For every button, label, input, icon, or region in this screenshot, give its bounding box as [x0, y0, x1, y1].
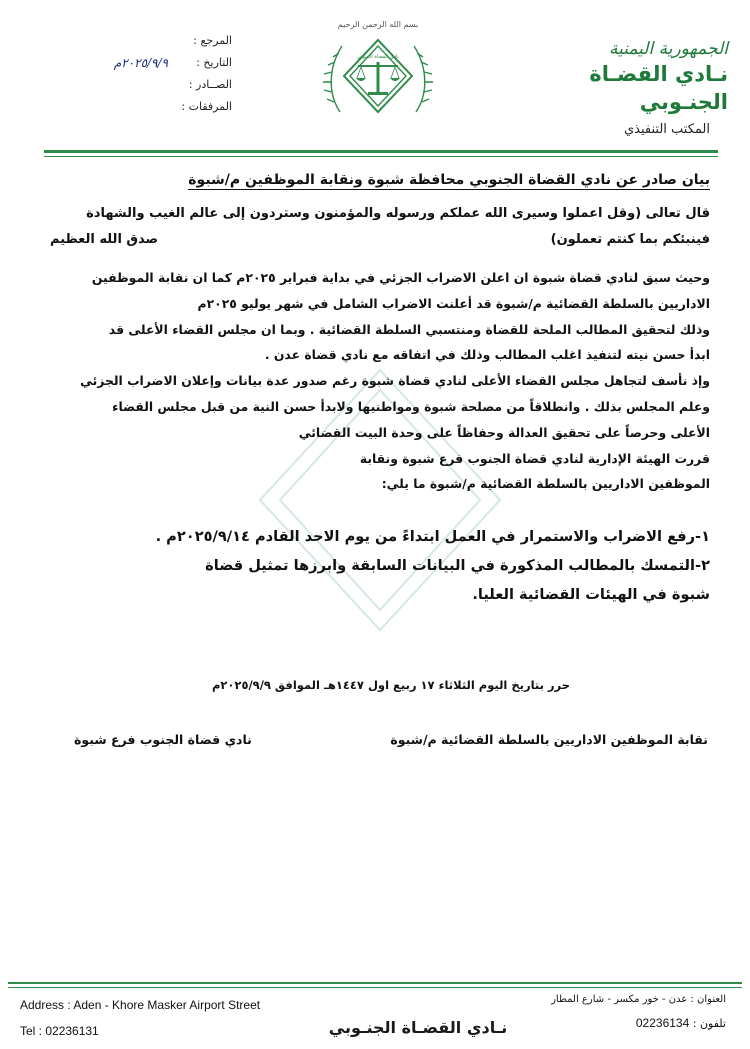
body-line: وعلم المجلس بذلك . وانطلاقاً من مصلحة شبوة ومواطنيها ولابدأ حسن النية من قبل مجلس القضاء	[112, 398, 710, 414]
body-line: الموظفين الاداريين بالسلطة القضائية م/شبوة ما يلي:	[381, 476, 710, 492]
club-name: نـادي القضـاة الجنـوبي	[589, 62, 728, 114]
letterhead-right	[538, 38, 728, 137]
reference-row	[62, 30, 232, 52]
footer-address-en: Address : Aden - Khore Masker Airport Street	[20, 998, 261, 1012]
body-line: وحيث سبق لنادي قضاة شبوة ان اعلن الاضراب الجزئي في بداية فبراير ٢٠٢٥م كما ان نقابة الموظفين	[91, 270, 710, 285]
header-divider-thin	[44, 156, 718, 157]
decision-item: ٢-التمسك بالمطالب المذكورة في البيانات السابقة وابرزها تمثيل قضاة	[205, 557, 710, 574]
body-line: الأعلى وحرصاً على تحقيق العدالة وحفاظاً على وحدة البيت القضائي	[298, 424, 710, 440]
republic-name: الجمهورية اليمنية	[608, 39, 728, 59]
issued-label: الصــادر :	[188, 78, 232, 91]
body-line: الاداريين بالسلطة القضائية م/شبوة قد أعلنت الاضراب الشامل في شهر يوليو ٢٠٢٥م	[197, 295, 710, 311]
body-line: ابدأ حسن نيته لتنفيذ اغلب المطالب وذلك في اتفاقه مع نادي قضاة عدن .	[264, 347, 710, 363]
footer-club-name: نـادي القضـاة الجنـوبي	[328, 1018, 508, 1037]
body-line: قررت الهيئة الإدارية لنادي قضاة الجنوب فرع شبوة ونقابة	[359, 450, 710, 466]
decision-item: ١-رفع الاضراب والاستمرار في العمل ابتداءً من يوم الاحد القادم ٢٠٢٥/٩/١٤م .	[155, 528, 710, 545]
footer-divider-thin	[8, 987, 742, 988]
footer-tel-number: 02236134	[635, 1016, 690, 1030]
statement-subject	[50, 172, 710, 188]
footer-address-ar: العنوان : عدن - خور مكسر - شارع المطار	[551, 994, 726, 1005]
body-line: وذلك لتحقيق المطالب الملحة للقضاة ومنتسبي السلطة القضائية . وبما ان مجلس القضاء الأعلى قد	[108, 321, 710, 337]
attachments-row	[62, 96, 232, 118]
verse-line: فينبئكم بما كنتم تعملون)	[550, 232, 710, 247]
header-divider	[44, 150, 718, 153]
subject-text: بيان صادر عن نادي القضاة الجنوبي محافظة شبوة ونقابة الموظفين م/شبوة	[188, 172, 710, 188]
date-row	[62, 52, 232, 74]
date-value: ٢٠٢٥/٩/٩م	[113, 56, 168, 70]
footer-tel-label: تلفون :	[692, 1017, 726, 1030]
signature-club: نادي قضاة الجنوب فرع شبوة	[74, 732, 252, 747]
attachments-label: المرفقات :	[181, 100, 232, 113]
date-label: التاريخ :	[196, 56, 232, 69]
verse-line: قال تعالى (وقل اعملوا وسيرى الله عملكم ورسوله والمؤمنون وستردون إلى عالم الغيب والشهادة	[86, 206, 710, 221]
reference-label: المرجع :	[193, 34, 232, 47]
signature-union: نقابة الموظفين الاداريين بالسلطة القضائية م/شبوة	[390, 732, 708, 747]
decision-item: شبوة في الهيئات القضائية العليا.	[472, 586, 710, 603]
reference-block	[62, 30, 232, 118]
statement-body	[50, 265, 710, 497]
quran-verse	[50, 201, 710, 253]
emblem-label: نادي القضاة الجنوبي	[357, 54, 399, 60]
footer-tel-ar	[636, 1016, 726, 1030]
office-name: المكتب التنفيذي	[623, 122, 710, 137]
issue-dateline: حرر بتاريخ اليوم الثلاثاء ١٧ ربيع اول ١٤٤٧هـ الموافق ٢٠٢٥/٩/٩م	[211, 678, 570, 692]
verse-closing: صدق الله العظيم	[50, 232, 159, 247]
decisions-list	[50, 522, 710, 609]
basmala: بسم الله الرحمن الرحيم	[337, 20, 419, 29]
footer-tel-en: Tel : 02236131	[20, 1024, 99, 1038]
footer-divider	[8, 982, 742, 984]
scales-of-justice-emblem	[320, 32, 436, 120]
issued-row	[62, 74, 232, 96]
body-line: وإذ نأسف لتجاهل مجلس القضاء الأعلى لنادي قضاة شبوة رغم صدور عدة بيانات وإعلان الاضراب الجزئي	[80, 373, 710, 389]
